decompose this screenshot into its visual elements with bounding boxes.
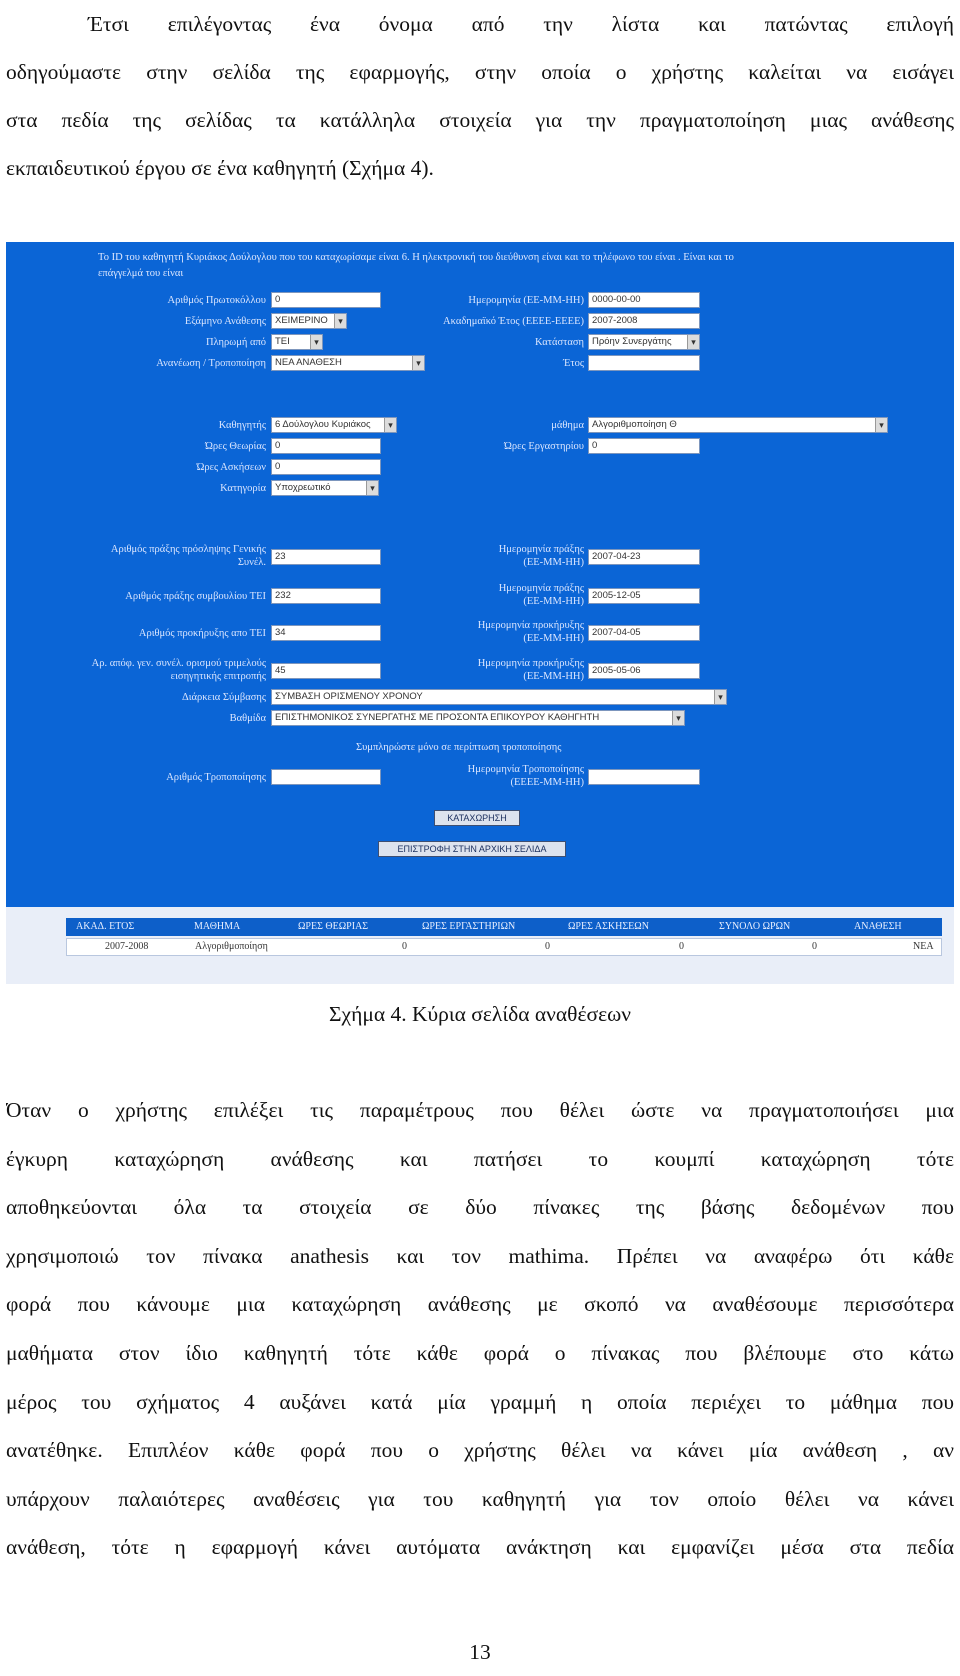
table-header: ΜΑΘΗΜΑ — [194, 921, 241, 932]
theory-hours-label: Ώρες Θεωρίας — [205, 441, 266, 452]
theory-hours-input[interactable]: 0 — [271, 438, 381, 454]
table-cell: 0 — [402, 941, 407, 952]
status-select[interactable]: Πρόην Συνεργάτης ▾ — [588, 334, 700, 350]
text-line: ανάθεση, τότε η εφαρμογή κάνει αυτόματα ανάκτηση και εμφανίζει μέσα στα πεδία — [6, 1535, 954, 1560]
announcement-date-label: Ημερομηνία προκήρυξης — [477, 620, 584, 631]
amendment-date-label: (ΕΕΕΕ-ΜΜ-ΗΗ) — [510, 777, 584, 788]
lab-hours-label: Ώρες Εργαστηρίου — [504, 441, 584, 452]
table-header: ΩΡΕΣ ΕΡΓΑΣΤΗΡΙΩΝ — [422, 921, 516, 932]
renewal-select[interactable]: ΝΕΑ ΑΝΑΘΕΣΗ ▾ — [271, 355, 425, 371]
committee-input[interactable]: 45 — [271, 663, 381, 679]
committee-label: Αρ. απόφ. γεν. συνέλ. ορισμού τριμελούς — [91, 658, 266, 669]
academic-year-label: Ακαδημαϊκό Έτος (ΕΕΕΕ-ΕΕΕΕ) — [443, 316, 584, 327]
minutes-general-label: Συνέλ. — [237, 557, 266, 568]
text-line: έγκυρη καταχώρηση ανάθεσης και πατήσει το κουμπί καταχώρηση τότε — [6, 1146, 954, 1171]
table-header: ΩΡΕΣ ΘΕΩΡΙΑΣ — [298, 921, 369, 932]
form-screenshot-figure — [6, 242, 954, 984]
council-label: Αριθμός πράξης συμβουλίου ΤΕΙ — [125, 591, 266, 602]
text-line: μέρος του σχήματος 4 αυξάνει κατά μία γραμμή η οποία περιέχει το μάθημα που — [6, 1389, 954, 1414]
exercise-hours-label: Ώρες Ασκήσεων — [196, 462, 266, 473]
rank-label: Βαθμίδα — [229, 713, 266, 724]
amendment-date-label: Ημερομηνία Τροποποίησης — [467, 764, 584, 775]
announcement-date-label: (ΕΕ-ΜΜ-ΗΗ) — [523, 633, 584, 644]
council-input[interactable]: 232 — [271, 588, 381, 604]
professor-label: Καθηγητής — [218, 420, 266, 431]
year-label: Έτος — [563, 358, 584, 369]
table-header: ΣΥΝΟΛΟ ΩΡΩΝ — [719, 921, 791, 932]
paid-by-label: Πληρωμή από — [205, 337, 266, 348]
council-date-label: Ημερομηνία πράξης — [498, 583, 584, 594]
assignment-form — [6, 242, 954, 907]
committee-date-label: (ΕΕ-ΜΜ-ΗΗ) — [523, 671, 584, 682]
contract-label: Διάρκεια Σύμβασης — [181, 692, 266, 703]
minutes-general-date-label: (ΕΕ-ΜΜ-ΗΗ) — [523, 557, 584, 568]
body-paragraph — [6, 1086, 954, 1572]
announcement-date-input[interactable]: 2007-04-05 — [588, 625, 700, 641]
category-label: Κατηγορία — [220, 483, 266, 494]
course-label: μάθημα — [551, 420, 584, 431]
committee-date-input[interactable]: 2005-05-06 — [588, 663, 700, 679]
text-line: αποθηκεύονται όλα τα στοιχεία σε δύο πίνακες της βάσης δεδομένων που — [6, 1195, 954, 1220]
home-button[interactable]: ΕΠΙΣΤΡΟΦΗ ΣΤΗΝ ΑΡΧΙΚΗ ΣΕΛΙΔΑ — [378, 841, 566, 857]
professor-info-text: επάγγελμά του είναι — [98, 268, 184, 279]
paid-by-select[interactable]: ΤΕΙ ▾ — [271, 334, 323, 350]
committee-date-label: Ημερομηνία προκήρυξης — [477, 658, 584, 669]
committee-label: εισηγητικής επιτροπής — [170, 671, 266, 682]
text-line: μαθήματα στον ίδιο καθηγητή τότε κάθε φορά ο πίνακας που βλέπουμε στο κάτω — [6, 1340, 954, 1365]
table-header-row — [66, 918, 942, 936]
date-label: Ημερομηνία (ΕΕ-ΜΜ-ΗΗ) — [468, 295, 584, 306]
announcement-input[interactable]: 34 — [271, 625, 381, 641]
announcement-label: Αριθμός προκήρυξης απο ΤΕΙ — [138, 628, 266, 639]
minutes-general-date-label: Ημερομηνία πράξης — [498, 544, 584, 555]
course-select[interactable]: Αλγοριθμοποίηση Θ ▾ — [588, 417, 888, 433]
text-line: χρησιμοποιώ τον πίνακα anathesis και τον mathima. Πρέπει να αναφέρω ότι κάθε — [6, 1243, 954, 1268]
figure-caption: Σχήμα 4. Κύρια σελίδα αναθέσεων — [329, 1002, 631, 1026]
table-cell: 0 — [679, 941, 684, 952]
exercise-hours-input[interactable]: 0 — [271, 459, 381, 475]
amendment-date-input[interactable] — [588, 769, 700, 785]
table-cell: 0 — [545, 941, 550, 952]
intro-paragraph — [6, 0, 954, 192]
table-row — [66, 938, 942, 956]
amendment-note: Συμπληρώστε μόνο σε περίπτωση τροποποίησης — [356, 742, 562, 753]
professor-select[interactable]: 6 Δούλογλου Κυριάκος ▾ — [271, 417, 397, 433]
table-cell: ΝΕΑ — [913, 941, 934, 952]
table-cell: Αλγοριθμοποίηση — [195, 941, 268, 952]
table-cell: 2007-2008 — [105, 941, 149, 952]
lab-hours-input[interactable]: 0 — [588, 438, 700, 454]
category-select[interactable]: Υποχρεωτικό ▾ — [271, 480, 379, 496]
semester-select[interactable]: ΧΕΙΜΕΡΙΝΟ ▾ — [271, 313, 347, 329]
page-number: 13 — [469, 1640, 491, 1664]
semester-label: Εξάμηνο Ανάθεσης — [184, 316, 266, 327]
text-line: στα πεδία της σελίδας τα κατάλληλα στοιχεία για την πραγματοποίηση μιας ανάθεσης — [6, 108, 954, 132]
year-input[interactable] — [588, 355, 700, 371]
minutes-general-date-input[interactable]: 2007-04-23 — [588, 549, 700, 565]
protocol-input[interactable]: 0 — [271, 292, 381, 308]
text-line: Έτσι επιλέγοντας ένα όνομα από την λίστα και πατώντας επιλογή — [88, 12, 954, 36]
minutes-general-label: Αριθμός πράξης πρόσληψης Γενικής — [110, 544, 266, 555]
table-cell: 0 — [812, 941, 817, 952]
status-label: Κατάσταση — [535, 337, 584, 348]
amendment-label: Αριθμός Τροποποίησης — [166, 772, 266, 783]
text-line: Όταν ο χρήστης επιλέξει τις παραμέτρους που θέλει ώστε να πραγματοποιήσει μια — [6, 1098, 954, 1122]
minutes-general-input[interactable]: 23 — [271, 549, 381, 565]
council-date-label: (ΕΕ-ΜΜ-ΗΗ) — [523, 596, 584, 607]
text-line: υπάρχουν παλαιότερες αναθέσεις για του καθηγητή για τον οποίο θέλει να κάνει — [6, 1486, 954, 1511]
table-header: ΑΝΑΘΕΣΗ — [854, 921, 902, 932]
protocol-label: Αριθμός Πρωτοκόλλου — [167, 295, 266, 306]
amendment-input[interactable] — [271, 769, 381, 785]
council-date-input[interactable]: 2005-12-05 — [588, 588, 700, 604]
submit-button[interactable]: ΚΑΤΑΧΩΡΗΣΗ — [434, 810, 520, 826]
professor-info-text: Το ID του καθηγητή Κυριάκος Δούλογλου που του καταχωρίσαμε είναι 6. Η ηλεκτρονική του διεύθυνση είναι και το τηλέφωνο του είναι . Είναι και το — [98, 252, 734, 263]
text-line: εκπαιδευτικού έργου σε ένα καθηγητή (Σχήμα 4). — [6, 156, 434, 180]
contract-select[interactable]: ΣΥΜΒΑΣΗ ΟΡΙΣΜΕΝΟΥ ΧΡΟΝΟΥ ▾ — [271, 689, 727, 705]
academic-year-input[interactable]: 2007-2008 — [588, 313, 700, 329]
table-header: ΑΚΑΔ. ΕΤΟΣ — [76, 921, 135, 932]
renewal-label: Ανανέωση / Τροποποίηση — [156, 358, 266, 369]
rank-select[interactable]: ΕΠΙΣΤΗΜΟΝΙΚΟΣ ΣΥΝΕΡΓΑΤΗΣ ΜΕ ΠΡΟΣΟΝΤΑ ΕΠΙΚΟΥΡΟΥ ΚΑΘΗΓΗΤΗ ▾ — [271, 710, 685, 726]
table-header: ΩΡΕΣ ΑΣΚΗΣΕΩΝ — [568, 921, 649, 932]
text-line: ανατέθηκε. Επιπλέον κάθε φορά που ο χρήστης θέλει να κάνει μία ανάθεση , αν — [6, 1438, 954, 1463]
text-line: φορά που κάνουμε μια καταχώρηση ανάθεσης με σκοπό να αναθέσουμε περισσότερα — [6, 1292, 954, 1317]
text-line: οδηγούμαστε στην σελίδα της εφαρμογής, στην οποία ο χρήστης καλείται να εισάγει — [6, 60, 954, 84]
date-input[interactable]: 0000-00-00 — [588, 292, 700, 308]
